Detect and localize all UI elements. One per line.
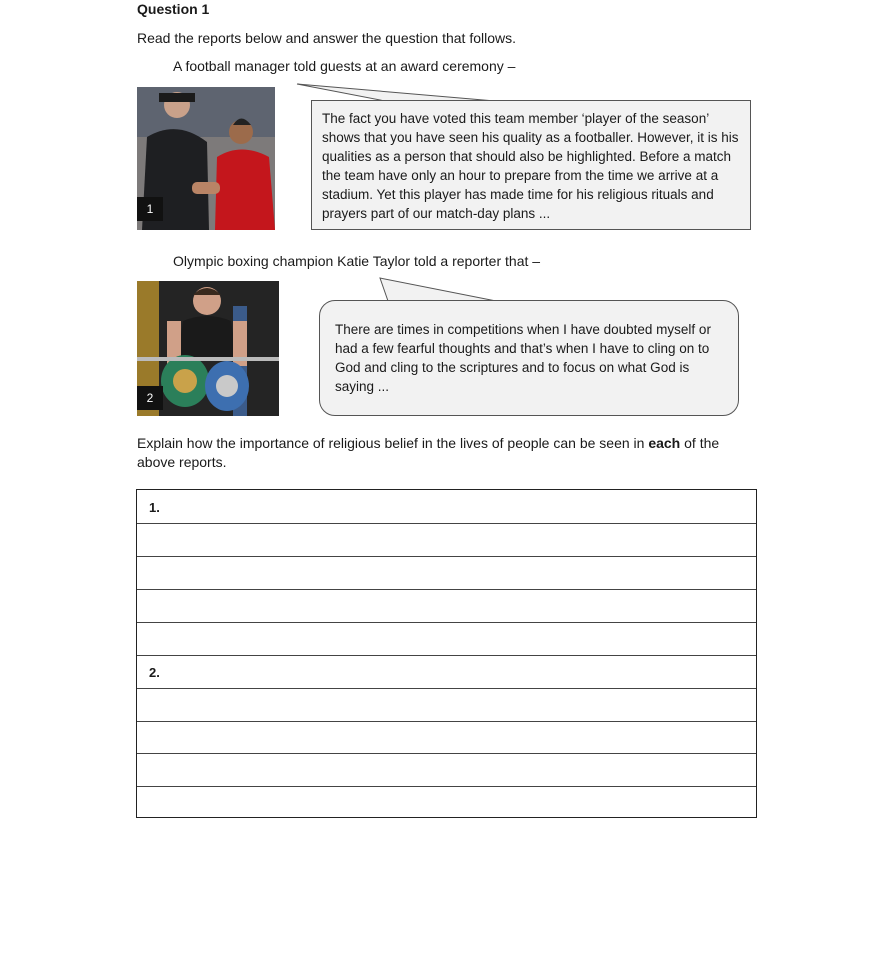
answer-line[interactable] [137,786,756,787]
answer-line[interactable] [137,655,756,656]
quote-bubble-1 [311,100,751,230]
photo-number-badge: 2 [137,386,163,410]
instruction-text: Read the reports below and answer the question that follows. [137,30,517,46]
boxing-photo [137,281,279,416]
answer-label-1: 1. [149,500,160,515]
answer-line[interactable] [137,556,756,557]
report1-intro: A football manager told guests at an award ceremony – [173,58,516,74]
bubble2-pointer [378,276,498,302]
football-photo [137,87,275,230]
question-text-before: Explain how the importance of religious belief in the lives of people can be seen in [137,435,649,451]
quote-text-1: The fact you have voted this team member ‘player of the season’ shows that you have seen his quality as a footballer. However, it is his qualities as a person that should also be highlighted. Before a match the team have only an hour to prepare from the time we arrive at a stadium. Yet this player has made time for his religious rituals and prayers part of our match-day plans ... [322,111,739,221]
answer-line[interactable] [137,688,756,689]
answer-line[interactable] [137,523,756,524]
question-prompt [137,434,737,472]
answer-line[interactable] [137,721,756,722]
quote-bubble-2 [319,300,739,416]
question-text-after: of the above reports. [137,435,720,470]
report2-intro: Olympic boxing champion Katie Taylor told a reporter that – [173,253,541,269]
answer-line[interactable] [137,622,756,623]
question-title: Question 1 [137,1,210,17]
answer-label-2: 2. [149,665,160,680]
quote-text-2: There are times in competitions when I have doubted myself or had a few fearful thoughts and that’s when I have to cling on to God and cling to the scriptures and to focus on what God is saying ... [335,322,711,394]
answer-line[interactable] [137,589,756,590]
answer-line[interactable] [137,753,756,754]
photo-number-badge: 1 [137,197,163,221]
answer-box[interactable] [136,489,757,818]
question-text-bold: each [648,435,681,451]
